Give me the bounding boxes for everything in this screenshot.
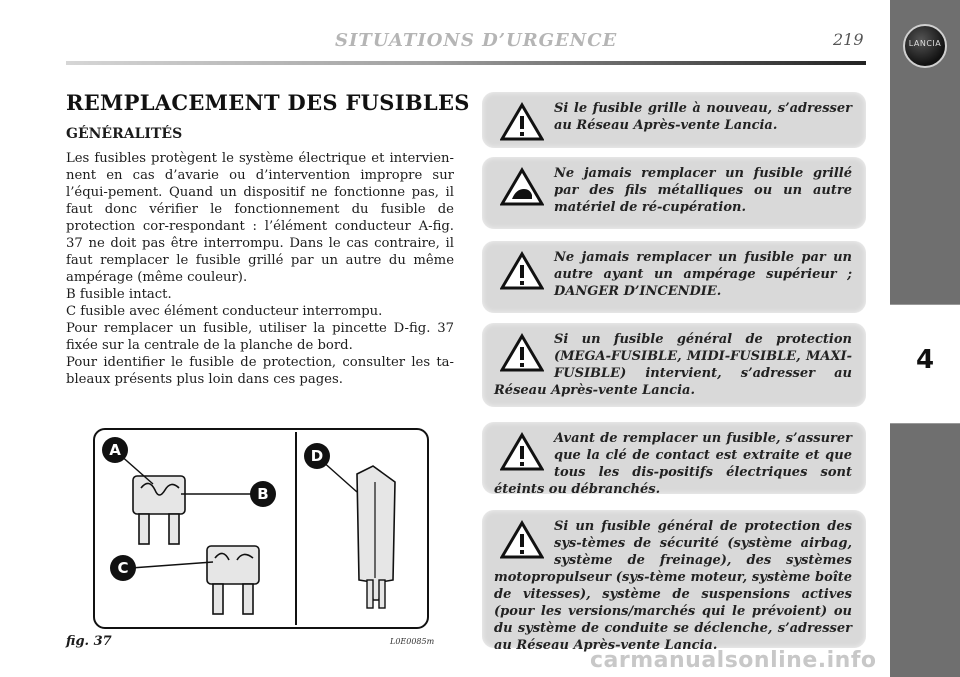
fuse-puller-icon xyxy=(357,466,395,608)
header-title: SITUATIONS D’URGENCE xyxy=(335,30,618,51)
paragraph: B fusible intact. xyxy=(66,287,172,302)
warning-box xyxy=(482,422,866,497)
figure-caption: fig. 37 xyxy=(66,634,112,649)
label-b xyxy=(250,481,276,507)
label-c-text: C xyxy=(117,559,129,577)
warning-text: Si un fusible général de protection (MEGA-FUSIBLE, MIDI-FUSIBLE, MAXI-FUSIBLE) intervient, s’adresser au Réseau Après-vente Lancia. xyxy=(494,332,852,398)
warning-text: Si le fusible grille à nouveau, s’adresser au Réseau Après-vente Lancia. xyxy=(554,101,852,133)
fuse-figure xyxy=(93,428,429,629)
paragraph: Pour identifier le fusible de protection, consulter les ta-bleaux présents plus loin dans ces pages. xyxy=(66,355,454,387)
warning-box xyxy=(482,510,866,653)
warning-triangle-icon xyxy=(500,333,544,373)
warning-box xyxy=(482,157,866,229)
label-a xyxy=(102,437,128,463)
chapter-number: 4 xyxy=(915,345,935,375)
warning-box xyxy=(482,323,866,407)
watermark: carmanualsonline.info xyxy=(590,648,877,673)
warning-text: Avant de remplacer un fusible, s’assurer que la clé de contact est extraite et que tous les dis-positifs électriques sont éteints ou débranchés. xyxy=(494,431,852,497)
warning-box xyxy=(482,241,866,313)
warning-text: Ne jamais remplacer un fusible par un autre ayant un ampérage supérieur ; DANGER D’INCENDIE. xyxy=(554,250,852,299)
label-d xyxy=(304,443,330,469)
label-b-text: B xyxy=(257,485,269,503)
header-rule xyxy=(66,61,866,65)
page-number: 219 xyxy=(833,30,864,49)
fuse-illustration xyxy=(95,430,427,627)
warning-triangle-icon xyxy=(500,102,544,142)
label-d-text: D xyxy=(310,447,324,465)
fuse-blown-icon xyxy=(207,546,259,614)
warning-triangle-icon xyxy=(500,251,544,291)
fuse-intact-icon xyxy=(133,476,185,544)
lancia-logo xyxy=(903,24,947,68)
section-title: REMPLACEMENT DES FUSIBLES xyxy=(66,90,470,115)
figure-code: L0E0085m xyxy=(390,637,435,646)
warning-text: Si un fusible général de protection des sys-tèmes de sécurité (système airbag, système de freinage), des systèmes motopropulseur (sys-tème moteur, système boîte de vitesses), système de suspensions actives (pour les versions/marchés qui le prévoient) ou du système de conduite se déclenche, s’adresser au Réseau Après-vente Lancia. xyxy=(494,519,852,653)
label-a-text: A xyxy=(109,441,121,459)
warning-text: Ne jamais remplacer un fusible grillé par des fils métalliques ou un autre matériel de ré-cupération. xyxy=(554,166,852,215)
warning-box xyxy=(482,92,866,148)
label-c xyxy=(110,555,136,581)
paragraph: C fusible avec élément conducteur interrompu. xyxy=(66,304,383,319)
warning-triangle-icon xyxy=(500,432,544,472)
paragraph: Pour remplacer un fusible, utiliser la pincette D-fig. 37 fixée sur la centrale de la planche de bord. xyxy=(66,321,454,353)
logo-text: LANCIA xyxy=(908,39,942,48)
body-text xyxy=(66,150,454,388)
subsection-title: GÉNÉRALITÉS xyxy=(66,126,183,142)
hand-warning-icon xyxy=(500,167,544,207)
paragraph: Les fusibles protègent le système électrique et intervien-nent en cas d’avarie ou d’intervention impropre sur l’équi-pement. Quand un dispositif ne fonctionne pas, il faut donc vérifier le fonctionnement du fusible de protection cor-respondant : l’élément conducteur A-fig. 37 ne doit pas être interrompu. Dans le cas contraire, il faut remplacer le fusible grillé par un autre du même ampérage (même couleur). xyxy=(66,151,454,285)
chapter-marker xyxy=(890,304,960,424)
warning-triangle-icon xyxy=(500,520,544,560)
